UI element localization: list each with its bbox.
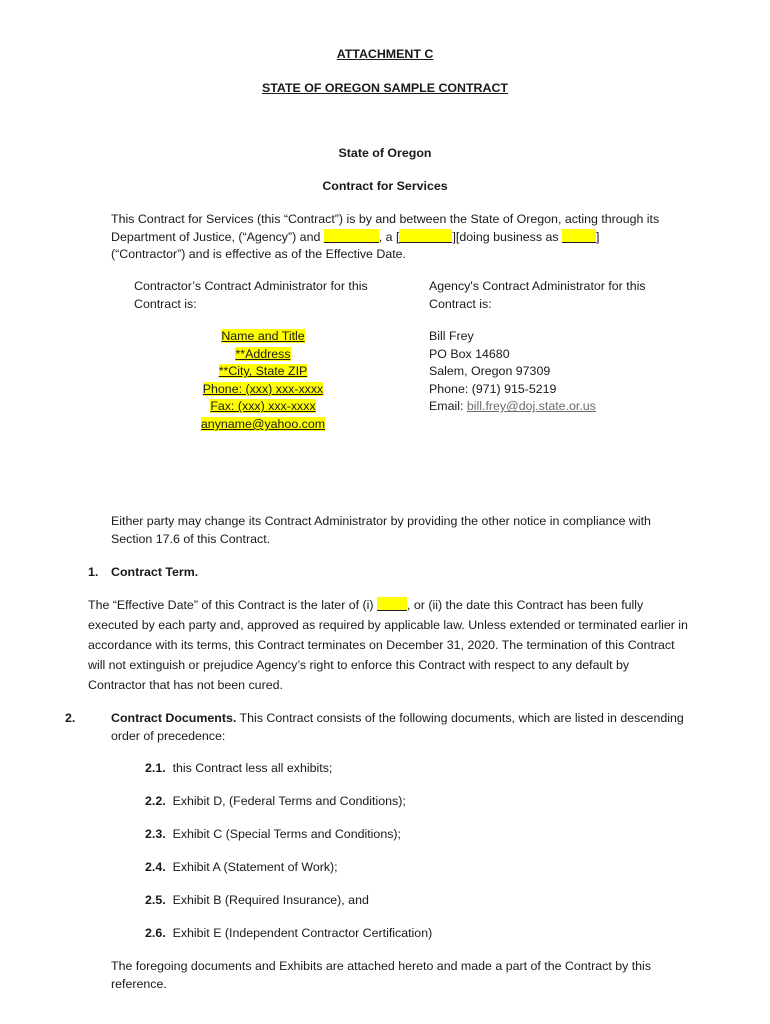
contractor-phone[interactable]: Phone: (xxx) xxx-xxxx <box>202 381 324 396</box>
closing-paragraph: The foregoing documents and Exhibits are attached hereto and made a part of the Contract by this reference. <box>111 959 652 991</box>
agency-admin-email-line <box>429 398 679 416</box>
contractor-city[interactable]: **City, State ZIP <box>218 364 308 379</box>
section-1-title: Contract Term. <box>111 565 199 579</box>
list-item-number: 2.2. <box>145 794 166 808</box>
list-item-text: this Contract less all exhibits; <box>172 761 333 775</box>
section-1-text-b: , or (ii) the date this Contract has been fully executed by each party and, approved as required by applicable law. Unless extended or terminated earlier in accordance with its terms, this Contract terminates on December 31, 2020. The termination of this Contract will not extinguish or prejudice Agency’s right to enforce this Contract with respect to any default by Contractor that has not been cured. <box>88 598 688 692</box>
dba-blank[interactable] <box>562 229 596 243</box>
section-1-heading <box>88 564 198 582</box>
list-item <box>145 826 401 844</box>
intro-text-c: ][doing business as <box>452 229 562 244</box>
section-1-number: 1. <box>88 565 99 579</box>
contractor-name[interactable]: Name and Title <box>221 329 305 343</box>
agency-email-label: Email: <box>429 399 467 414</box>
agency-admin-label: Agency's Contract Administrator for this Contract is: <box>429 279 646 311</box>
list-item-text: Exhibit A (Statement of Work); <box>172 860 338 874</box>
list-item <box>145 859 338 877</box>
list-item-text: Exhibit E (Independent Contractor Certification) <box>172 926 433 940</box>
list-item-text: Exhibit D, (Federal Terms and Conditions); <box>172 794 406 808</box>
intro-paragraph <box>111 211 681 264</box>
section-2 <box>65 710 688 745</box>
intro-line-1: This Contract for Services (this “Contract”) is by and between the State of Oregon, acting through its <box>111 212 660 226</box>
intro-line-2 <box>111 229 681 247</box>
entity-type-blank[interactable] <box>399 229 452 243</box>
document-title: STATE OF OREGON SAMPLE CONTRACT <box>262 81 508 95</box>
agency-admin-name: Bill Frey <box>429 329 474 343</box>
agency-admin-phone: Phone: (971) 915-5219 <box>429 381 557 396</box>
contractor-name-blank[interactable] <box>324 229 379 243</box>
list-item <box>145 793 406 811</box>
list-item-number: 2.6. <box>145 926 166 940</box>
list-item-number: 2.5. <box>145 893 166 907</box>
list-item <box>145 892 369 910</box>
list-item-number: 2.3. <box>145 827 166 841</box>
section-2-body: This Contract consists of the following documents, which are listed in descending order of precedence: <box>111 711 684 743</box>
change-notice: Either party may change its Contract Administrator by providing the other notice in compliance with Section 17.6 of this Contract. <box>111 514 651 546</box>
party-state: State of Oregon <box>338 146 432 160</box>
list-item <box>145 925 432 943</box>
contractor-email[interactable]: anyname@yahoo.com <box>200 416 326 431</box>
intro-text-d: ] <box>596 229 600 244</box>
contract-type: Contract for Services <box>322 179 448 193</box>
contractor-address[interactable]: **Address <box>235 346 291 361</box>
intro-text-a: Department of Justice, (“Agency”) and <box>111 229 324 244</box>
list-item <box>145 760 332 778</box>
intro-text-b: , a [ <box>378 229 400 244</box>
effective-date-blank[interactable] <box>377 597 407 611</box>
section-2-title: Contract Documents. <box>111 711 237 725</box>
contractor-admin-label: Contractor’s Contract Administrator for this Contract is: <box>134 279 368 311</box>
attachment-heading: ATTACHMENT C <box>336 47 434 61</box>
section-1-body <box>88 595 688 695</box>
agency-admin-city: Salem, Oregon 97309 <box>429 364 551 379</box>
section-1-text-a: The “Effective Date” of this Contract is the later of (i) <box>88 598 377 612</box>
section-2-number: 2. <box>65 711 76 725</box>
intro-line-3: (“Contractor”) and is effective as of the Effective Date. <box>111 247 406 262</box>
list-item-text: Exhibit C (Special Terms and Conditions); <box>172 827 401 841</box>
agency-admin-block <box>429 328 679 416</box>
contractor-fax[interactable]: Fax: (xxx) xxx-xxxx <box>210 399 316 414</box>
agency-email-link[interactable]: bill.frey@doj.state.or.us <box>466 399 596 414</box>
list-item-number: 2.1. <box>145 761 166 775</box>
list-item-text: Exhibit B (Required Insurance), and <box>172 893 369 907</box>
contractor-admin-block <box>163 328 363 434</box>
list-item-number: 2.4. <box>145 860 166 874</box>
agency-admin-po: PO Box 14680 <box>429 346 510 361</box>
